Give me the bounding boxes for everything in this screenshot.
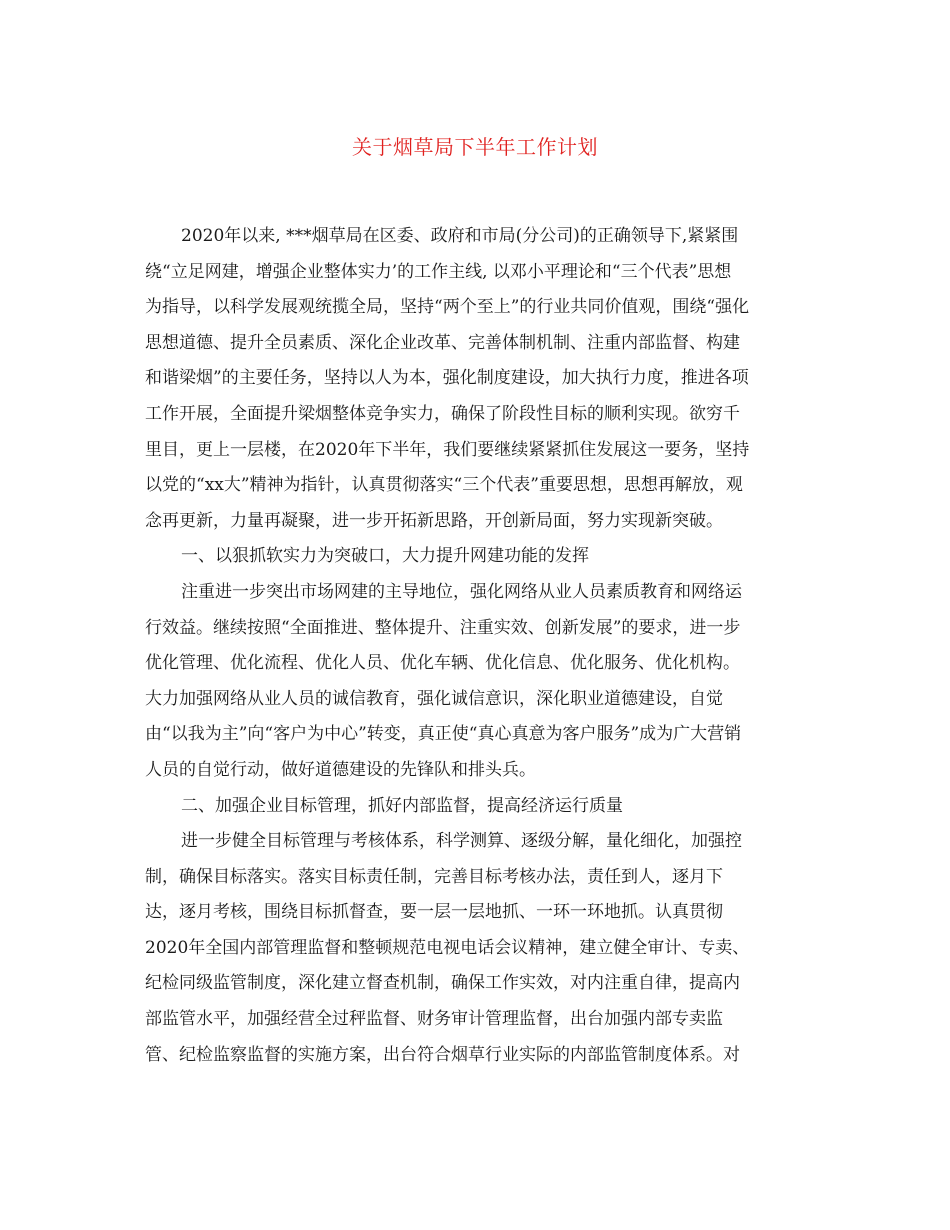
section-heading: 一、以狠抓软实力为突破口，大力提升网建功能的发挥 xyxy=(181,546,589,567)
paragraph-line: 2020年以来, ***烟草局在区委、政府和市局(分公司)的正确领导下,紧紧围 xyxy=(181,226,739,246)
paragraph-line: 大力加强网络从业人员的诚信教育，强化诚信意识，深化职业道德建设，自觉 xyxy=(145,688,723,709)
paragraph-line: 绕“立足网建，增强企业整体实力’的工作主线, 以邓小平理论和“三个代表”思想 xyxy=(145,261,732,282)
paragraph-line: 里目，更上一层楼，在2020年下半年，我们要继续紧紧抓住发展这一要务，坚持 xyxy=(145,439,750,460)
section-heading: 二、加强企业目标管理，抓好内部监督，提高经济运行质量 xyxy=(181,795,623,816)
paragraph-line: 行效益。继续按照“全面推进、整体提升、注重实效、创新发展”的要求，进一步 xyxy=(145,617,741,638)
paragraph-line: 制，确保目标落实。落实目标责任制，完善目标考核办法，责任到人，逐月下 xyxy=(145,866,723,887)
paragraph-line: 思想道德、提升全员素质、深化企业改革、完善体制机制、注重内部监督、构建 xyxy=(145,332,740,353)
paragraph-line: 人员的自觉行动，做好道德建设的先锋队和排头兵。 xyxy=(145,759,536,780)
paragraph-line: 念再更新，力量再凝聚，进一步开拓新思路，开创新局面，努力实现新突破。 xyxy=(145,510,723,531)
paragraph-line: 纪检同级监管制度，深化建立督查机制，确保工作实效，对内注重自律，提高内 xyxy=(145,973,740,994)
paragraph-line: 2020年全国内部管理监督和整顿规范电视电话会议精神，建立健全审计、专卖、 xyxy=(145,937,750,958)
paragraph-line: 达，逐月考核，围绕目标抓督查，要一层一层地抓、一环一环地抓。认真贯彻 xyxy=(145,902,723,923)
paragraph-line: 为指导，以科学发展观统揽全局，坚持“两个至上”的行业共同价值观，围绕“强化 xyxy=(145,297,750,318)
paragraph-line: 和谐梁烟”的主要任务，坚持以人为本，强化制度建设，加大执行力度，推进各项 xyxy=(145,368,749,389)
paragraph-line: 以党的“xx大”精神为指针，认真贯彻落实“三个代表”重要思想，思想再解放，观 xyxy=(145,475,743,496)
paragraph-line: 进一步健全目标管理与考核体系，科学测算、逐级分解，量化细化，加强控 xyxy=(181,831,742,852)
document-title: 关于烟草局下半年工作计划 xyxy=(352,135,598,159)
paragraph-line: 管、纪检监察监督的实施方案，出台符合烟草行业实际的内部监管制度体系。对 xyxy=(145,1044,740,1065)
paragraph-line: 部监管水平，加强经营全过秤监督、财务审计管理监督，出台加强内部专卖监 xyxy=(145,1009,723,1030)
paragraph-line: 由“以我为主”向“客户为中心”转变，真正使“真心真意为客户服务”成为广大营销 xyxy=(145,724,742,745)
document-body xyxy=(145,219,805,1073)
paragraph-line: 优化管理、优化流程、优化人员、优化车辆、优化信息、优化服务、优化机构。 xyxy=(145,653,740,674)
paragraph-line: 工作开展，全面提升梁烟整体竞争实力，确保了阶段性目标的顺利实现。欲穷千 xyxy=(145,403,740,424)
paragraph-line: 注重进一步突出市场网建的主导地位，强化网络从业人员素质教育和网络运 xyxy=(181,581,742,602)
